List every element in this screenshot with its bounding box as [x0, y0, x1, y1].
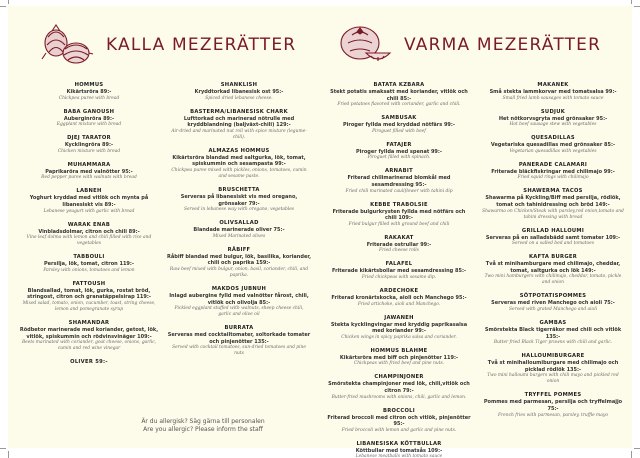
dish-description-en: Butter-fried mushrooms with onions, chili, garlic and lemon. [331, 394, 467, 400]
dish-name: BURRATA [224, 325, 254, 332]
dish-description-sv: Auberginröra 89:- [63, 115, 115, 122]
menu-item [476, 320, 630, 346]
menu-item [12, 320, 166, 352]
dish-description-sv: Kycklingröra 89:- [64, 142, 114, 149]
dish-description-en: Mixed salad, tomato, onion, cucumber, toast, string cheese, lemon and pomegranate syrup [22, 300, 156, 312]
menu-item [12, 254, 166, 274]
dish-description-sv: Stekta kycklingvingar med kryddig paprikasalsa med koriander 99:- [330, 321, 468, 335]
dish-description-en: Chickpeas with fried beef and pine nuts. [353, 361, 445, 367]
dish-description-sv: Vinbladsdolmar, citron och chili 89:- [38, 228, 140, 235]
dish-name: FATAJER [386, 141, 412, 148]
dish-name: JAWANEH [384, 314, 414, 321]
dish-description-en: Two mini halloumi burgers with chili mayo and pickled red onion [487, 373, 619, 385]
crop-mark [0, 6, 6, 7]
menu-item [12, 222, 166, 248]
menu-item [12, 109, 166, 129]
dish-name: LABNEH [76, 188, 102, 195]
menu-item [322, 441, 476, 458]
dish-description-en: Raw beef mixed with bulgur, onion, basil, coriander, chili, and paprika. [169, 266, 309, 278]
dish-description-en: Air-dried and marinated nut roll with spice mixture (legume-chili). [171, 128, 307, 140]
menu-item [12, 135, 166, 155]
cold-mezze-column-1 [12, 82, 166, 373]
dish-description-sv: Serveras på en salladsbädd samt tomater 109:- [485, 234, 621, 241]
dish-description-en: Piroguet filled with beef [372, 128, 426, 134]
dish-description-en: Butter fried Black Tiger prawns with chili and garlic. [493, 340, 613, 346]
dish-description-en: Served with cocktail tomatoes, sun-dried tomatoes and pine nuts [172, 345, 306, 357]
dish-description-en: Chicken mixture with bread [57, 148, 121, 154]
menu-item [12, 82, 166, 102]
menu-item [162, 82, 316, 102]
menu-item [476, 109, 630, 129]
dish-description-sv: Piroger fyllda med kryddad nötfärs 99:- [343, 122, 455, 129]
crop-mark [634, 6, 640, 7]
menu-item [476, 82, 630, 102]
menu-item [322, 348, 476, 368]
dish-description-sv: Piroger fyllda med spenat 99:- [356, 148, 442, 155]
dish-name: CHAMPINJONER [374, 374, 424, 381]
tomato-icon [338, 23, 392, 67]
crop-mark [8, 0, 9, 4]
dish-description-sv: Kryddtorkad libanesisk ost 95:- [194, 89, 284, 95]
dish-name: HALLOUMIBURGARE [521, 353, 585, 360]
dish-name: PANERADE CALAMARI [518, 161, 588, 168]
dish-description-en: Served in lebanese way with oregano, vegetables [183, 207, 295, 213]
dish-description-sv: Yoghurt kryddad med vitlök och mynta på libanesiskt vis 89:- [29, 195, 149, 208]
menu-item [162, 148, 316, 180]
menu-item [476, 254, 630, 286]
dish-name: SAMBUSAK [381, 115, 417, 122]
dish-description-en: Shawarma on Chicken/Steak with parsley,red onion,tomato and tahini dressing with bread [482, 208, 624, 220]
menu-item [162, 247, 316, 279]
dish-description-sv: Kikärtsröra med biff och pinjenötter 119:- [339, 354, 459, 361]
dish-name: GRILLAD HALLOUMI [521, 227, 585, 234]
dish-description-en: Mixed Marinated olives [212, 233, 266, 239]
dish-description-sv: Kikärtsröra blandad med saltgurka, lök, tomat, spiskummin och sesampasta 99:- [172, 154, 306, 168]
dish-description-sv: Kikärtsröra 89:- [66, 89, 112, 95]
dish-name: SHAWERMA TACOS [523, 188, 583, 195]
dish-name: ARDECHOKE [379, 287, 419, 294]
menu-item [322, 235, 476, 255]
dish-name: BROCCOLI [382, 407, 416, 414]
menu-item [12, 188, 166, 214]
dish-description-sv: Friterade ostrullar 99:- [366, 241, 432, 248]
menu-item [322, 261, 476, 281]
dish-description-en: Red pepper puree with walnuts with bread [41, 175, 137, 181]
menu-item [476, 135, 630, 155]
dish-description-sv: Två st minihalloumiburgare med chilimajo och picklad rödlök 135:- [487, 360, 619, 373]
menu-item [322, 142, 476, 162]
cold-mezze-column-2 [162, 82, 316, 364]
allergy-notice-en: Are you allergic? Please inform the staff [143, 426, 263, 433]
dish-description-en: Beets marinated with coriander, goat cheese, onions, garlic, cumin and red wine vinegar [21, 340, 157, 352]
menu-item [162, 325, 316, 357]
dish-name: RAKAKAT [384, 234, 414, 241]
dish-description-en: Parsley with onions, tomatoes and lemon [43, 267, 135, 273]
dish-description-sv: Rödbetor marinerade med koriander, getost, lök, vitlök, spiskummin och rödvinsvinäger 109:- [19, 326, 159, 340]
warm-mezze-column-1 [322, 82, 476, 458]
menu-item [322, 202, 476, 228]
crop-mark [8, 451, 9, 458]
menu-item [162, 109, 316, 141]
dish-description-en: Chicken wings in spicy paprika salsa and coriander. [341, 334, 457, 340]
dish-name: SÖTPOTATISPOMMES [519, 293, 587, 300]
menu-item [322, 82, 476, 108]
dish-name: HOMMUS [74, 82, 104, 88]
cold-mezze-section [8, 6, 320, 448]
dish-description-sv: Serveras med riven Manchego och aioli 75:- [491, 300, 615, 307]
dish-description-sv: Friterade kikärtsbollar med sesamdressing 85:- [331, 268, 467, 275]
dish-name: QUESADILLAS [531, 135, 575, 142]
dish-name: KAFTA BURGER [528, 254, 578, 261]
dish-name: KEBBE TRABOLSIE [370, 201, 428, 208]
dish-description-en: Hot beef sausage stew with vegetables [509, 122, 597, 128]
menu-item [476, 353, 630, 385]
dish-description-en: Lebanese meatballs with tomato sauce [355, 454, 443, 458]
dish-description-sv: Friterade bulgurkrysten fyllda med nötfärs och chili 109:- [332, 208, 466, 222]
dish-description-sv: Stekt potatis smaksatt med koriander, vitlök och chili 85:- [330, 89, 468, 102]
dish-description-sv: Serveras på libanesiskt vis med oregano, grönsaker 79:- [180, 193, 298, 207]
dish-description-en: French fries with parmesan, parsley, truffle mayo [498, 412, 608, 418]
dish-description-en: Lebanese yougurt with garlic with bread [43, 208, 135, 214]
dish-description-en: Fried potatoes flavored with coriander, garlic and chili. [337, 102, 461, 108]
menu-item [322, 115, 476, 135]
menu-item [322, 374, 476, 400]
dish-name: GAMBAS [539, 319, 567, 326]
dish-description-en: Small fried lamb sausages with tomato sauce [502, 95, 604, 101]
dish-description-en: Chickpea puree with bread [58, 95, 120, 101]
menu-item [12, 281, 166, 313]
warm-mezze-header [338, 20, 601, 70]
dish-name: MAKANEK [537, 82, 569, 88]
warm-mezze-column-2 [476, 82, 630, 426]
menu-item [476, 293, 630, 313]
menu-item [322, 168, 476, 194]
dish-description-sv: Vegetariska quesadillas med grönsaker 85:- [490, 142, 616, 149]
dish-description-sv: Het nötkorvsgryta med grönsaker 95:- [498, 115, 608, 122]
dish-description-en: Spiced dried lebanese cheese. [205, 95, 273, 101]
cold-mezze-title: KALLA MEZERÄTTER [106, 35, 297, 55]
dish-description-sv: Blandsallad, tomat, lök, gurka, rostat bröd, stringost, citron och granatäppelsirap 119:- [27, 287, 151, 301]
dish-description-en: Vegetarian quesadillas with vegetables [509, 148, 597, 154]
dish-description-sv: Serveras med cocktailtomater, soltorkade tomater och pinjenötter 135:- [167, 332, 311, 345]
menu-page [8, 6, 632, 458]
menu-item [12, 359, 166, 366]
dish-name: FALAFEL [385, 261, 413, 268]
dish-name: TRYFFEL POMMES [524, 392, 582, 399]
dish-description-sv: Friterad chilimarinerad blomkål med sesamdressing 95:- [347, 175, 451, 188]
menu-item [322, 408, 476, 434]
allergy-notice-sv: Är du allergisk? Säg gärna till personalen [141, 418, 265, 425]
dish-description-sv: Pommes med parmesan, persilja och tryffelmajjo 75:- [483, 399, 623, 412]
dish-description-en: Fried bulgur filled with ground beef and chili [348, 221, 450, 227]
dish-description-sv: Råbiff blandad med bulgur, lök, basilika, koriander, chili och paprika 159:- [167, 253, 311, 267]
menu-item [476, 392, 630, 418]
crop-mark [631, 451, 632, 458]
dish-description-en: Served with grated Manchego and aioli [508, 306, 598, 312]
dish-description-en: Fried squid rings with chilimajo [517, 175, 589, 181]
dish-description-en: Served on a salled bed and tomatoes [511, 241, 595, 247]
dish-name: BASTERMA/LIBANESISK CHARK [190, 108, 288, 115]
menu-item [476, 228, 630, 248]
dish-description-sv: Inlagd aubergine fylld med valnötter fårost, chili, vitlök och olivolja 85:- [169, 292, 309, 306]
dish-description-sv: Små stekta lammkorvar med tomatsalsa 99:- [489, 89, 617, 95]
crop-mark [631, 0, 632, 4]
dish-description-sv: Shawarma på Kyckling/Biff med persilja, rödlök, tomat och tahinidressing och bröd 149:- [485, 195, 621, 208]
dish-name: MUHAMMARA [67, 161, 111, 168]
crop-mark [634, 448, 640, 449]
dish-description-en: Fried chickpeas with sesame dip. [361, 274, 437, 280]
artichoke-icon [40, 23, 94, 67]
dish-name: MAKDOS JUBNUH [211, 285, 267, 292]
dish-name: WARAK ENAB [67, 221, 111, 228]
menu-item [162, 187, 316, 213]
dish-description-en: Fried broccoli with lemon and garlic and pine nuts. [341, 427, 457, 433]
dish-description-sv: Friterade bläckfiskringar med chilimajo 99:- [491, 168, 615, 175]
menu-item [476, 188, 630, 220]
menu-item [162, 286, 316, 318]
warm-mezze-section [320, 6, 632, 458]
dish-name: BATATA KZBARA [373, 82, 425, 88]
dish-name: TABBOULI [73, 254, 105, 261]
dish-description-sv: Smörstekta Black tigerräkor med chili och vitlök 135:- [484, 326, 622, 340]
dish-description-en: Vine leaf dolma with lemon and chili filled with rice and vegetables [26, 235, 152, 247]
allergy-notice [98, 418, 308, 434]
dish-description-sv: Friterad broccoli med citron och vitlök, pinjenötter 95:- [327, 414, 471, 428]
dish-description-sv: Blandade marinerade oliver 75:- [193, 227, 285, 234]
dish-name: ALMAZAS HOMMUS [208, 147, 270, 154]
dish-description-en: Pickled eggplant stuffed with walnuts, sheep cheese chili, garlic and olive oil [174, 306, 304, 318]
dish-name: DJEJ TARATOR [67, 135, 111, 142]
dish-name: OLIVER 59:- [70, 359, 108, 366]
cold-mezze-header [40, 20, 296, 70]
dish-name: ARNABIT [385, 168, 413, 175]
menu-item [162, 220, 316, 240]
dish-description-sv: Två st minihamburgare med chilimajo, cheddar, tomat, saltgurka och lök 149:- [485, 261, 621, 274]
dish-description-en: Eggplant mixture with bread [56, 122, 122, 128]
menu-item [322, 315, 476, 341]
dish-description-sv: Paprikaröra med valnötter 95:- [45, 168, 133, 175]
dish-description-en: Piroguet filled with spinach. [367, 155, 431, 161]
dish-name: SUDJUK [540, 108, 566, 115]
dish-name: SHAMANDAR [68, 319, 110, 326]
dish-name: BRUSCHETTA [218, 186, 260, 193]
dish-description-sv: Friterad kronärtskocka, aioli och Manchego 95:- [331, 294, 467, 301]
dish-description-sv: Lufttorkad och marinerad nötrulle med kryddblandning (baljväxt-chili) 129:- [183, 115, 295, 129]
dish-name: HOMMUS BLAHME [370, 347, 428, 354]
menu-item [322, 288, 476, 308]
crop-mark [0, 448, 6, 449]
dish-description-en: Fried cheese rolls [379, 248, 419, 254]
dish-description-sv: Persilja, lök, tomat, citron 119:- [44, 261, 134, 268]
dish-name: BABA GANOUSH [63, 108, 115, 115]
menu-item [12, 162, 166, 182]
dish-name: SHANKLISH [220, 82, 258, 88]
dish-description-sv: Smörstekta champinjoner med lök, chili,vitlök och citron 79:- [328, 381, 470, 394]
dish-description-en: Fried artichoke, aioli and Manchego. [357, 301, 441, 307]
menu-item [476, 162, 630, 182]
dish-name: RÅBIFF [227, 246, 251, 253]
warm-mezze-title: VARMA MEZERÄTTER [404, 35, 602, 55]
dish-description-en: Two mini hamburgers with chilimajo, cheddar, tomato, pickle and onion [484, 274, 622, 286]
dish-name: OLIVSALLAD [219, 220, 259, 227]
dish-name: FATTOUSH [72, 280, 106, 287]
dish-description-en: Fried chili marinated cauliflower with tahini dip [345, 188, 453, 194]
dish-description-sv: Köttbullar med tomatsås 109:- [355, 447, 443, 454]
dish-name: LIBANESISKA KÖTTBULLAR [356, 440, 442, 447]
dish-description-en: Chickpea puree mixed with pickles, onions, tomatoes, cumin and sesame paste. [171, 167, 307, 179]
